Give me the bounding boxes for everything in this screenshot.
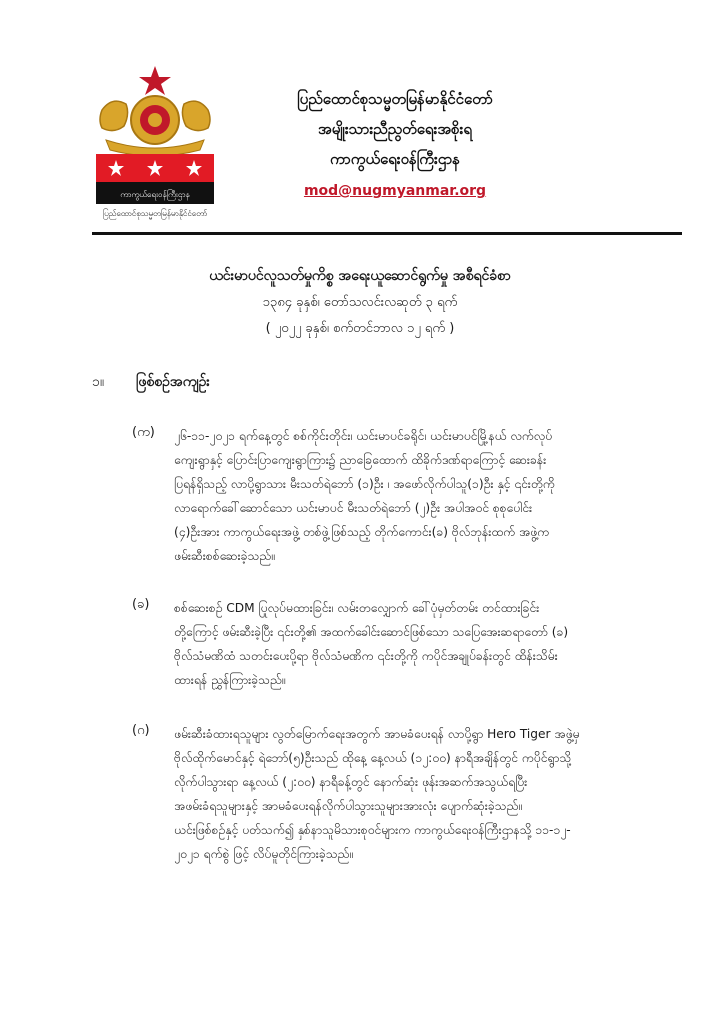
paragraph-line: ကျေးရွာနှင့် ပြောင်းပြာကျေးရွာကြား၌ ညာခြေထောက် ထိခိုက်ဒဏ်ရာကြောင့် ဆေးခန်း — [174, 453, 547, 467]
paragraph-line: ထားရန် ညွှန်ကြားခဲ့သည်။ — [174, 673, 286, 687]
document-date-gregorian: ( ၂၀၂၂ ခုနှစ်၊ စက်တင်ဘာလ ၁၂ ရက် ) — [265, 321, 455, 336]
paragraph-line: စစ်ဆေးစဉ် CDM ပြုလုပ်မထားခြင်း၊ လမ်းတလျှောက် ခေါ်ပုံမှတ်တမ်း တင်ထားခြင်း — [174, 601, 540, 615]
paragraph-label: (ခ) — [132, 597, 150, 612]
email-link[interactable]: mod@nugmyanmar.org — [303, 183, 487, 199]
section-heading: ဖြစ်စဉ်အကျဉ်း — [136, 374, 210, 390]
paragraph-line: ဖမ်းဆီးစစ်ဆေးခဲ့သည်။ — [174, 549, 275, 563]
emblem-caption: ပြည်ထောင်စုသမ္မတမြန်မာနိုင်ငံတော် — [102, 209, 208, 218]
paragraph-label: (ဂ) — [132, 723, 150, 738]
document-title: ယင်းမာပင်လူသတ်မှုကိစ္စ အရေးယူဆောင်ရွက်မှု အစီရင်ခံစာ — [209, 268, 511, 284]
paragraph-line: ဗိုလ်ထိုက်မောင်နှင့် ရဲဘော်(၅)ဦးသည် ထိုနေ့ နေ့လယ် (၁၂:၀၀) နာရီအချိန်တွင် ကပိုင်ရွာသို့ — [174, 751, 572, 765]
org-line-2: အမျိုးသားညီညွတ်ရေးအစိုးရ — [318, 120, 472, 138]
paragraph-line: ၂၆-၁၁-၂၀၂၁ ရက်နေ့တွင် စစ်ကိုင်းတိုင်း၊ ယင်းမာပင်ခရိုင်၊ ယင်းမာပင်မြို့နယ် လက်လုပ် — [174, 429, 553, 443]
paragraph-line: လိုက်ပါသွားရာ နေ့လယ် (၂:၀၀) နာရီခန့်တွင် နောက်ဆုံး ဖုန်းအဆက်အသွယ်ရပြီး — [174, 775, 528, 789]
paragraph-label: (က) — [132, 425, 155, 440]
organization-heading — [245, 84, 545, 204]
paragraph-line: (၄)ဦးအား ကာကွယ်ရေးအဖွဲ့ တစ်ဖွဲ့ဖြစ်သည့် တိုက်ကောင်း(ခ) ဗိုလ်ဘုန်းထက် အဖွဲ့က — [174, 525, 550, 539]
header-divider — [92, 232, 682, 235]
document-date-myanmar: ၁၃၈၄ ခုနှစ်၊ တော်သလင်းလဆုတ် ၃ ရက် — [262, 295, 458, 310]
emblem-logo — [92, 62, 218, 227]
section-number: ၁။ — [92, 374, 105, 390]
paragraph-line: လာရောက်ခေါ်ဆောင်သော ယင်းမာပင် မီးသတ်ရဲဘော် (၂)ဦး အပါအဝင် စုစုပေါင်း — [174, 501, 533, 515]
paragraph-line: ပြရန်ရှိသည့် လာပို့ရွာသား မီးသတ်ရဲဘော် (၁)ဦး ၊ အဖော်လိုက်ပါသူ(၁)ဦး နှင့် ၎င်းတို့ကို — [174, 477, 555, 491]
org-line-1: ပြည်ထောင်စုသမ္မတမြန်မာနိုင်ငံတော် — [297, 90, 493, 108]
paragraph-line: အဖမ်းခံရသူများနှင့် အာမခံပေးရန်လိုက်ပါသွားသူများအားလုံး ပျောက်ဆုံးခဲ့သည်။ — [174, 799, 522, 813]
paragraph-line: ယင်းဖြစ်စဉ်နှင့် ပတ်သက်၍ နှစ်နာသူမိသားစုဝင်များက ကာကွယ်ရေးဝန်ကြီးဌာနသို့ ၁၁-၁၂- — [174, 823, 571, 837]
paragraph-line: ဗိုလ်သံမဏိထံ သတင်းပေးပို့ရာ ဗိုလ်သံမဏိက ၎င်းတို့ကို ကပိုင်အချုပ်ခန်းတွင် ထိန်းသိမ်း — [174, 649, 558, 663]
paragraph-line: ဖမ်းဆီးခံထားရသူများ လွတ်မြောက်ရေးအတွက် အာမခံပေးရန် လာပို့ရွာ Hero Tiger အဖွဲ့မှ — [174, 727, 580, 741]
paragraph-line: တို့ကြောင့် ဖမ်းဆီးခဲ့ပြီး ၎င်းတို့၏ အထက်ခေါင်းဆောင်ဖြစ်သော သပြေအေးဆရာတော် (ခ) — [174, 625, 569, 639]
paragraph-line: ၂၀၂၁ ရက်စွဲ ဖြင့် လိပ်မူတိုင်ကြားခဲ့သည်။ — [174, 847, 354, 861]
title-block — [150, 262, 570, 342]
org-line-3: ကာကွယ်ရေးဝန်ကြီးဌာန — [329, 150, 461, 168]
emblem-banner-text: ကာကွယ်ရေးဝန်ကြီးဌာန — [120, 190, 190, 199]
emblem-icon — [92, 62, 218, 227]
